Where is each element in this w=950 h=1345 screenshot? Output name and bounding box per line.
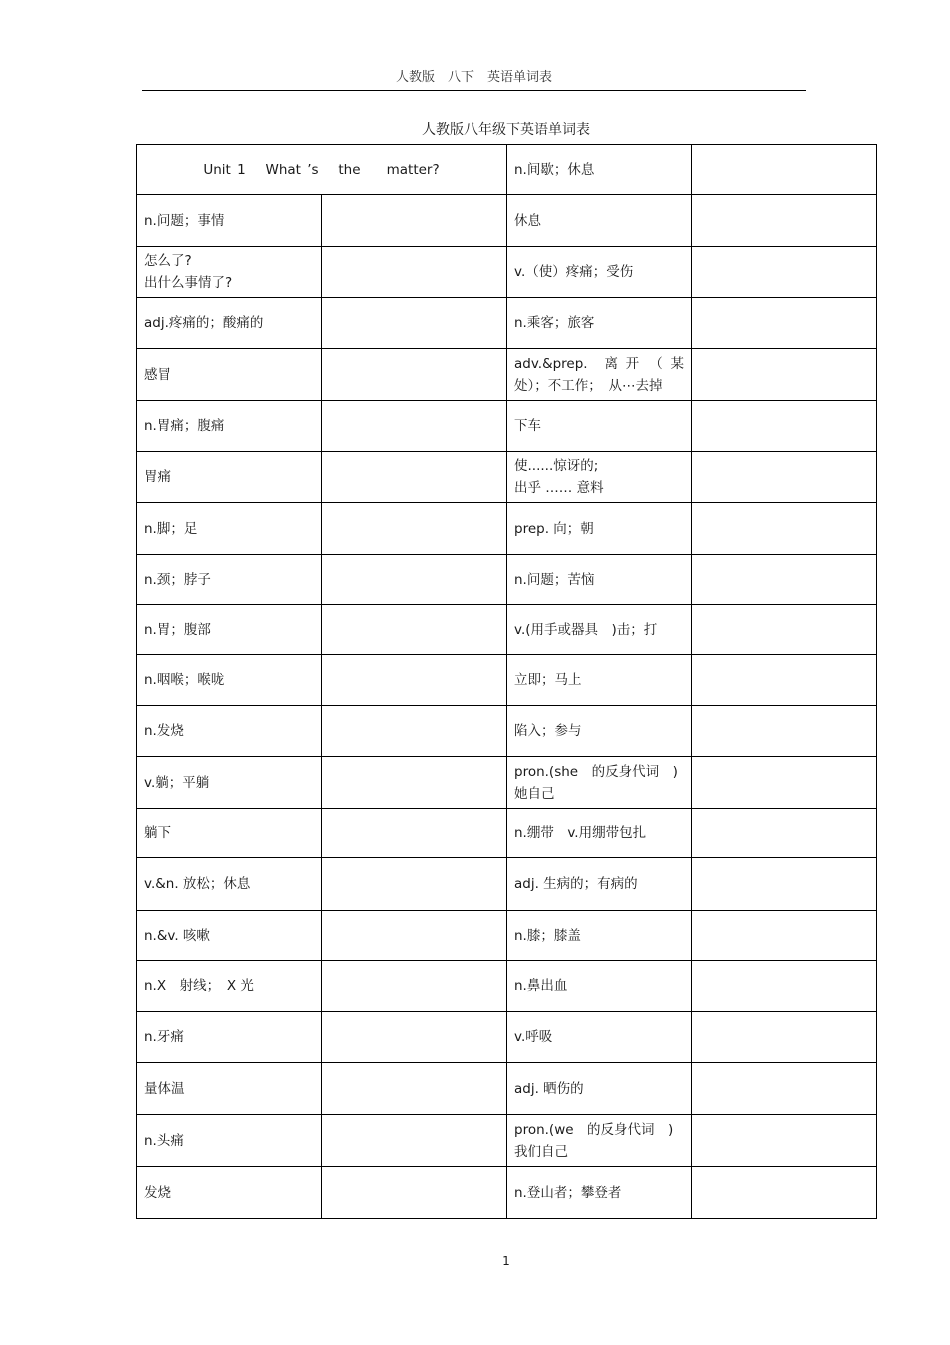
meaning-cell-right	[507, 555, 692, 605]
meaning-cell-left	[137, 809, 322, 858]
answer-cell-right[interactable]	[692, 145, 877, 195]
table-row	[137, 298, 877, 349]
cell-text: 量体温	[144, 1080, 185, 1097]
cell-text: 感冒	[144, 366, 171, 383]
cell-text: n.鼻出血	[514, 978, 568, 994]
answer-cell-right[interactable]	[692, 655, 877, 706]
meaning-cell-left	[137, 503, 322, 555]
meaning-cell-right	[507, 961, 692, 1012]
table-row	[137, 401, 877, 452]
cell-text: adj.疼痛的；酸痛的	[144, 315, 264, 331]
answer-cell-left[interactable]	[322, 809, 507, 858]
meaning-cell-right	[507, 1012, 692, 1063]
cell-text: 陷入；参与	[514, 723, 582, 739]
meaning-cell-left	[137, 1167, 322, 1219]
meaning-cell-right	[507, 757, 692, 809]
cell-text: 下车	[514, 418, 541, 434]
table-row	[137, 555, 877, 605]
cell-text: 出乎 …… 意料	[514, 480, 604, 496]
meaning-cell-left	[137, 1012, 322, 1063]
answer-cell-left[interactable]	[322, 757, 507, 809]
answer-cell-left[interactable]	[322, 1012, 507, 1063]
cell-text: n.登山者；攀登者	[514, 1184, 622, 1201]
meaning-cell-right	[507, 503, 692, 555]
meaning-cell-right	[507, 247, 692, 298]
meaning-cell-left	[137, 1063, 322, 1115]
answer-cell-right[interactable]	[692, 452, 877, 503]
answer-cell-left[interactable]	[322, 401, 507, 452]
answer-cell-left[interactable]	[322, 1063, 507, 1115]
cell-text: prep. 向；朝	[514, 520, 594, 537]
cell-text: 怎么了?	[144, 253, 192, 269]
cell-text: n.问题；苦恼	[514, 571, 595, 588]
table-row	[137, 961, 877, 1012]
answer-cell-right[interactable]	[692, 1063, 877, 1115]
answer-cell-right[interactable]	[692, 911, 877, 961]
cell-text: 发烧	[144, 1184, 171, 1201]
cell-text: n.绷带 v.用绷带包扎	[514, 825, 647, 841]
answer-cell-right[interactable]	[692, 1115, 877, 1167]
meaning-cell-right	[507, 1115, 692, 1167]
table-row	[137, 1063, 877, 1115]
answer-cell-right[interactable]	[692, 858, 877, 911]
meaning-cell-right	[507, 401, 692, 452]
meaning-cell-right	[507, 706, 692, 757]
header-rule	[142, 90, 806, 91]
meaning-cell-left	[137, 1115, 322, 1167]
table-row	[137, 706, 877, 757]
meaning-cell-right	[507, 1063, 692, 1115]
meaning-cell-left	[137, 961, 322, 1012]
vocabulary-table	[136, 144, 877, 1219]
cell-text: 立即；马上	[514, 672, 582, 688]
cell-text: adj. 生病的；有病的	[514, 876, 638, 892]
cell-text: n.问题；事情	[144, 212, 225, 229]
cell-text: n.咽喉；喉咙	[144, 672, 225, 688]
meaning-cell-left	[137, 401, 322, 452]
cell-text: n.胃；腹部	[144, 621, 211, 638]
cell-text: n.发烧	[144, 723, 184, 739]
meaning-cell-left	[137, 605, 322, 655]
meaning-cell-right	[507, 349, 692, 401]
answer-cell-right[interactable]	[692, 555, 877, 605]
answer-cell-right[interactable]	[692, 247, 877, 298]
meaning-cell-right	[507, 655, 692, 706]
cell-text: n.X 射线； X 光	[144, 978, 254, 994]
table-row	[137, 1012, 877, 1063]
answer-cell-left[interactable]	[322, 349, 507, 401]
document-title: 人教版八年级下英语单词表	[422, 122, 590, 138]
answer-cell-right[interactable]	[692, 757, 877, 809]
cell-text: 躺下	[144, 825, 171, 841]
meaning-cell-right	[507, 298, 692, 349]
cell-text: v.呼吸	[514, 1029, 553, 1045]
meaning-cell-left	[137, 706, 322, 757]
answer-cell-left[interactable]	[322, 655, 507, 706]
answer-cell-left[interactable]	[322, 452, 507, 503]
cell-text: n.颈；脖子	[144, 571, 211, 588]
meaning-cell-right	[507, 858, 692, 911]
meaning-cell-left	[137, 858, 322, 911]
table-row	[137, 1167, 877, 1219]
answer-cell-left[interactable]	[322, 911, 507, 961]
meaning-cell-left	[137, 349, 322, 401]
cell-text: n.牙痛	[144, 1029, 184, 1045]
answer-cell-right[interactable]	[692, 961, 877, 1012]
answer-cell-left[interactable]	[322, 858, 507, 911]
cell-text: v.（使）疼痛；受伤	[514, 264, 634, 280]
answer-cell-right[interactable]	[692, 706, 877, 757]
table-row	[137, 655, 877, 706]
cell-text: 出什么事情了?	[144, 275, 233, 291]
cell-text: pron.(we 的反身代词 )	[514, 1121, 674, 1138]
page-number: 1	[502, 1254, 510, 1268]
meaning-cell-right	[507, 452, 692, 503]
table-row	[137, 195, 877, 247]
answer-cell-left[interactable]	[322, 1167, 507, 1219]
table-row	[137, 145, 877, 195]
cell-text: 胃痛	[144, 469, 171, 485]
answer-cell-left[interactable]	[322, 298, 507, 349]
cell-text: 休息	[514, 212, 541, 229]
answer-cell-right[interactable]	[692, 195, 877, 247]
table-row	[137, 757, 877, 809]
meaning-cell-right	[507, 911, 692, 961]
cell-text: adv.&prep. 离 开 （ 某 处）；不工作； 从⋯去掉	[514, 355, 684, 394]
meaning-cell-right	[507, 809, 692, 858]
table-row	[137, 809, 877, 858]
meaning-cell-right	[507, 195, 692, 247]
answer-cell-right[interactable]	[692, 349, 877, 401]
table-row	[137, 349, 877, 401]
cell-text: 使......惊讶的;	[514, 458, 599, 474]
table-row	[137, 503, 877, 555]
cell-text: pron.(she 的反身代词 )	[514, 763, 678, 780]
table-row	[137, 1115, 877, 1167]
answer-cell-left[interactable]	[322, 555, 507, 605]
answer-cell-left[interactable]	[322, 706, 507, 757]
meaning-cell-left	[137, 452, 322, 503]
answer-cell-left[interactable]	[322, 247, 507, 298]
answer-cell-left[interactable]	[322, 605, 507, 655]
meaning-cell-left	[137, 555, 322, 605]
answer-cell-left[interactable]	[322, 1115, 507, 1167]
table-row	[137, 605, 877, 655]
answer-cell-left[interactable]	[322, 961, 507, 1012]
meaning-cell-left	[137, 195, 322, 247]
cell-text: v.躺；平躺	[144, 774, 210, 791]
table-row	[137, 858, 877, 911]
meaning-cell-right	[507, 1167, 692, 1219]
cell-text: v.(用手或器具 )击；打	[514, 621, 658, 638]
meaning-cell-left	[137, 247, 322, 298]
answer-cell-right[interactable]	[692, 401, 877, 452]
cell-text: n.脚；足	[144, 520, 198, 537]
table-row	[137, 452, 877, 503]
unit-heading	[137, 145, 507, 195]
answer-cell-right[interactable]	[692, 1167, 877, 1219]
running-header: 人教版 八下 英语单词表	[395, 70, 552, 85]
cell-text: n.膝；膝盖	[514, 927, 581, 944]
answer-cell-left[interactable]	[322, 195, 507, 247]
unit-heading-text: Unit 1 What ’s the matter?	[203, 161, 440, 178]
cell-text: n.&v. 咳嗽	[144, 927, 210, 944]
meaning-cell-left	[137, 298, 322, 349]
cell-text: n.胃痛；腹痛	[144, 418, 225, 434]
cell-text: adj. 晒伤的	[514, 1080, 584, 1097]
table-row	[137, 911, 877, 961]
answer-cell-right[interactable]	[692, 605, 877, 655]
meaning-cell-left	[137, 655, 322, 706]
meaning-cell-right	[507, 605, 692, 655]
meaning-cell-left	[137, 911, 322, 961]
answer-cell-right[interactable]	[692, 1012, 877, 1063]
table-row	[137, 247, 877, 298]
meaning-cell-right	[507, 145, 692, 195]
cell-text: n.间歇；休息	[514, 161, 595, 178]
cell-text: v.&n. 放松；休息	[144, 876, 251, 892]
answer-cell-right[interactable]	[692, 298, 877, 349]
cell-text: 她自己	[514, 785, 555, 802]
cell-text: n.乘客；旅客	[514, 315, 595, 331]
cell-text: 我们自己	[514, 1143, 568, 1160]
cell-text: n.头痛	[144, 1132, 184, 1149]
meaning-cell-left	[137, 757, 322, 809]
answer-cell-left[interactable]	[322, 503, 507, 555]
answer-cell-right[interactable]	[692, 503, 877, 555]
answer-cell-right[interactable]	[692, 809, 877, 858]
